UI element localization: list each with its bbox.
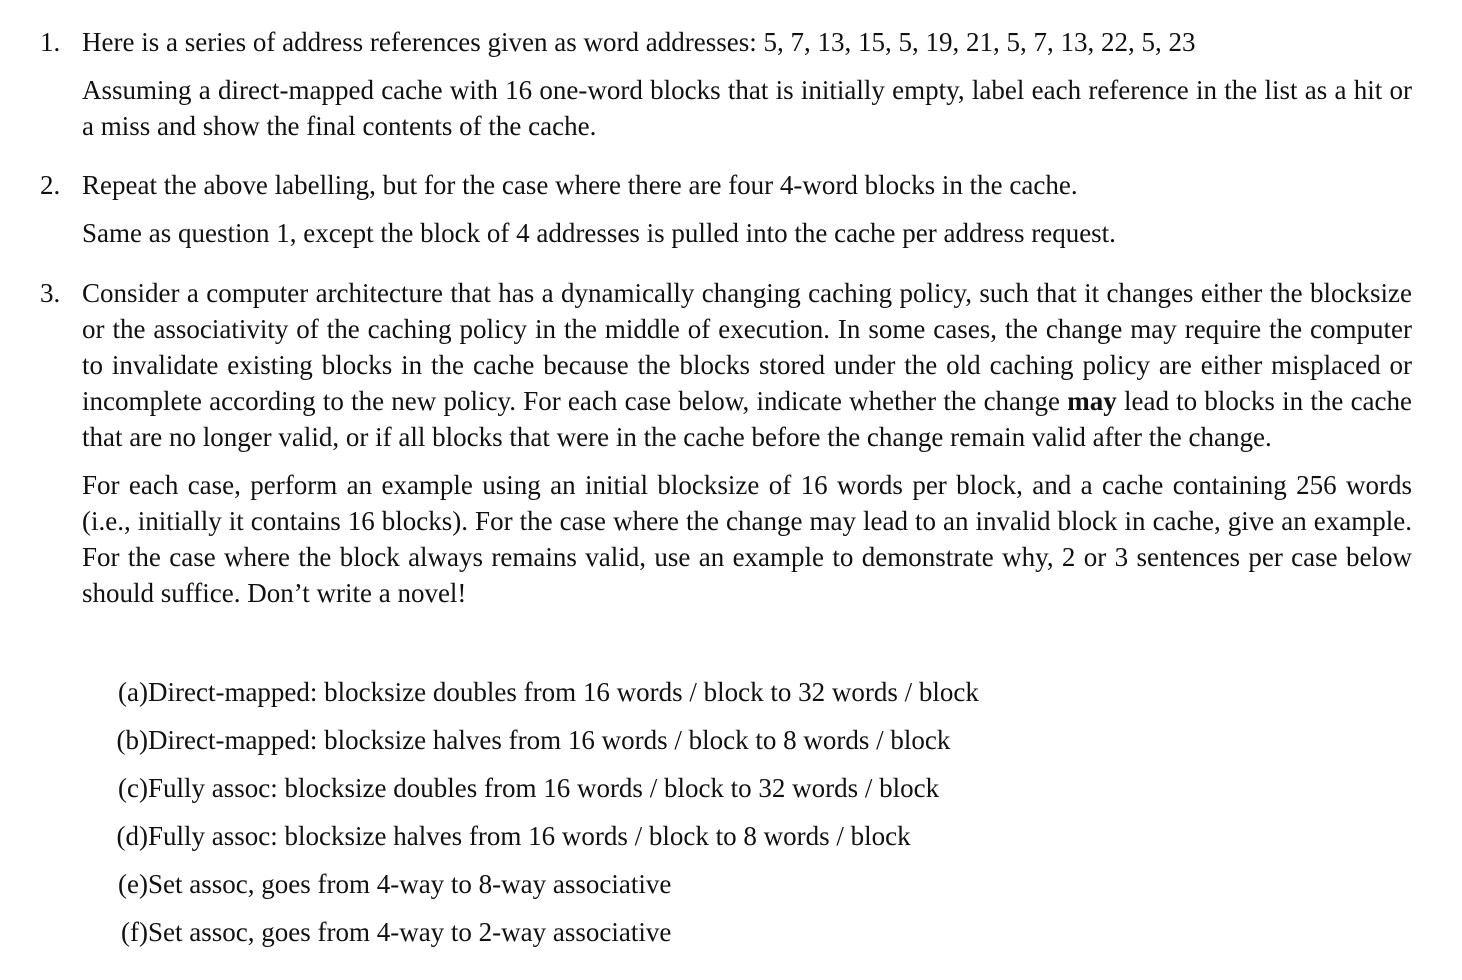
subpart-item: [96, 914, 1196, 962]
subpart-label: (f): [121, 917, 148, 947]
question-2: [40, 167, 1412, 251]
subpart-label: (c): [118, 773, 148, 803]
question-3: [40, 275, 1412, 611]
question-paragraph: Assuming a direct-mapped cache with 16 one-word blocks that is initially empty, label each reference in the list as a hit or a miss and show the final contents of the cache.: [82, 75, 1412, 141]
subpart-text: Direct-mapped: blocksize halves from 16 words / block to 8 words / block: [148, 725, 951, 755]
subpart-text: Direct-mapped: blocksize doubles from 16 words / block to 32 words / block: [148, 677, 979, 707]
question-paragraph: Repeat the above labelling, but for the case where there are four 4-word blocks in the cache.: [82, 170, 1078, 200]
subpart-item: [96, 722, 1196, 770]
question-body: [82, 24, 1412, 144]
subpart-text: Set assoc, goes from 4-way to 8-way associative: [148, 869, 672, 899]
question-body: [82, 275, 1412, 611]
subpart-item: [96, 818, 1196, 866]
question-paragraph: Same as question 1, except the block of 4 addresses is pulled into the cache per address request.: [82, 218, 1116, 248]
subpart-text: Fully assoc: blocksize halves from 16 words / block to 8 words / block: [148, 821, 911, 851]
subpart-label: (a): [118, 677, 148, 707]
subpart-item: [96, 770, 1196, 818]
question-body: [82, 167, 1412, 251]
subpart-label: (d): [116, 821, 148, 851]
subpart-text: Fully assoc: blocksize doubles from 16 words / block to 32 words / block: [148, 773, 940, 803]
subpart-item: [96, 866, 1196, 914]
paragraph-text: lead to blocks in the cache that are no longer valid, or if all blocks that were in the cache before the change remain valid after the change.: [82, 386, 1413, 452]
subpart-label: (e): [118, 869, 148, 899]
subpart-label: (b): [116, 725, 148, 755]
subpart-text: Set assoc, goes from 4-way to 2-way associative: [148, 917, 672, 947]
subpart-list: [96, 674, 1196, 962]
question-number: 2.: [40, 170, 61, 200]
question-1: [40, 24, 1412, 144]
question-paragraph: [82, 275, 1412, 455]
subpart-item: [96, 674, 1196, 722]
question-paragraph: For each case, perform an example using an initial blocksize of 16 words per block, and a cache containing 256 words (i.e., initially it contains 16 blocks). For the case where the change may lead to an invalid block in cache, give an example. For the case where the block always remains valid, use an example to demonstrate why, 2 or 3 sentences per case below should suffice. Don’t write a novel!: [82, 470, 1412, 608]
question-number: 3.: [40, 278, 61, 308]
emphasis-text: may: [1067, 386, 1117, 416]
question-number: 1.: [40, 27, 61, 57]
question-paragraph: Here is a series of address references given as word addresses: 5, 7, 13, 15, 5, 19, 21, 5, 7, 13, 22, 5, 23: [82, 27, 1196, 57]
paragraph-text: Consider a computer architecture that has a dynamically changing caching policy, such that it changes either the blocksize or the associativity of the caching policy in the middle of execution. In some cases, the change may require the computer to invalidate existing blocks in the cache because the blocks stored under the old caching policy are either misplaced or incomplete according to the new policy. For each case below, indicate whether the change: [82, 278, 1412, 416]
